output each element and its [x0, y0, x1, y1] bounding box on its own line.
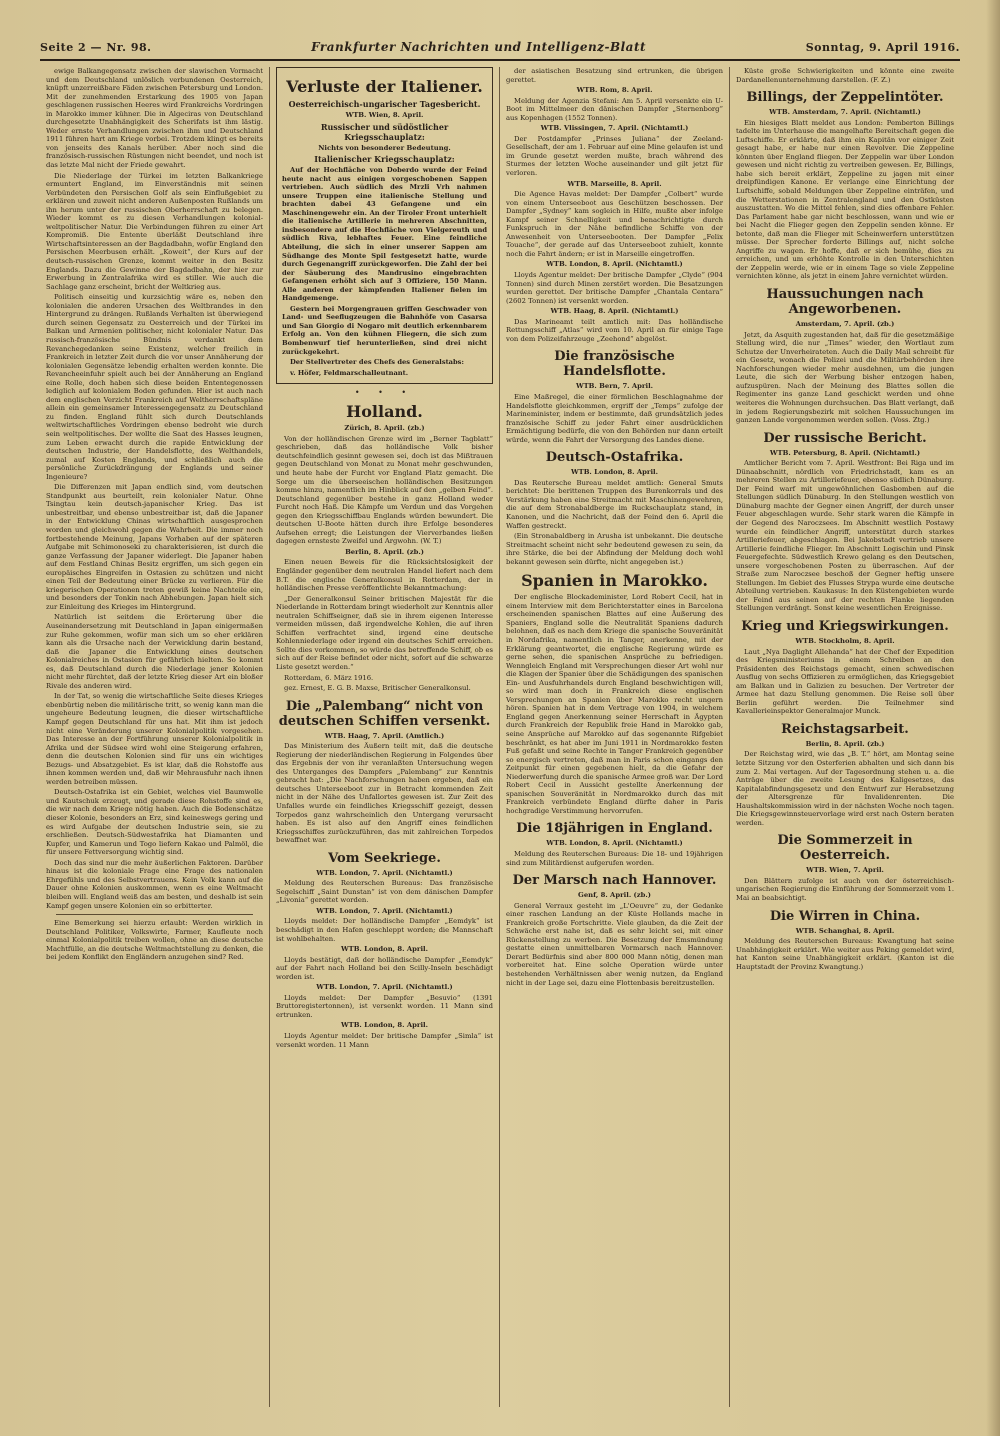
dateline: WTB. Rom, 8. April.: [576, 86, 653, 95]
paragraph: Das Reutersche Bureau meldet amtlich: General Smuts berichtet: Die berittenen Truppen des Burenkorrals und des Verstärkung haben eine Streitmacht mit Maschinengewehren, die auf dem Stronabaldberge im Ruckschauplatz stand, in Kanonen, und die Nachricht, daß der Feind den 6. April die Waffen gestreckt.: [506, 478, 723, 530]
paragraph: Meldung des Reuterschen Bureaus: Die 18- und 19jährigen sind zum Militärdienst aufgerufen worden.: [506, 850, 723, 867]
dateline: WTB. Bern, 7. April.: [575, 382, 654, 391]
article-title: Die 18jährigen in England.: [516, 821, 713, 837]
paragraph: Einen neuen Beweis für die Rücksichtslosigkeit der Engländer gegenüber dem neutralen Handel liefert nach dem B.T. die englische Generalkonsul in Rotterdam, der in holländischen Presse veröffentlichte Bekanntmachung:: [276, 558, 493, 593]
paragraph: Politisch einseitig und kurzsichtig wäre es, neben den kolonialen die anderen Ursachen des Weltbrandes in den Hintergrund zu drängen. Rußlands Verhalten ist überwiegend durch seinen Gegensatz zu Oesterreich und der Türkei im Balkan und Armenien politischer, nicht kolonialer Natur. Das russisch-französische Bündnis verdankt dem Revanchegedanken seine Existenz, welcher freilich in Frankreich in letzter Zeit durch die vor unser Annäherung der kolonialen Gegensätze lebendig erhalten werden konnte. Die Revancheeinfuhr spielt auch bei der Annäherung an England eine Rolle, doch haben sich diese beiden Ententegenossen lediglich auf kolonialem Boden gefunden. Hier ist auch nach dem englischen Verzicht Frankreich auf Weltherrschaftspläne allein ein gemeinsamer Interessengegensatz zu Deutschland zu finden. England fühlt sich durch Deutschlands weltwirtschaftliches Vordringen ebenso bedroht wie durch sein weltpolitisches. Der wollte die Saat des Hasses leugnen, zum Leben erwacht durch die rapide Entwicklung der deutschen Industrie, der Handelsflotte, des Welthandels, zumal auf Kosten Englands, und schließlich auch die persönliche Zurückdrängung der Englands und seiner Ingenieure?: [46, 293, 263, 481]
dateline: WTB. Amsterdam, 7. April. (Nichtamtl.): [769, 108, 921, 117]
dateline: WTB. London, 7. April. (Nichtamtl.): [316, 868, 453, 877]
paragraph: Die Differenzen mit Japan endlich sind, vom deutschen Standpunkt aus beurteilt, rein kolonialer Natur. Ohne Tsingtau kein deutsch-japanischer Krieg. Das ist unbestreitbar, und ebenso unbestreitbar ist, daß die Japaner in der Entwicklung Chinas wirtschaftlich ausgesprochen worden und gleichwohl gegen die Wahrheit. Die immer noch fortbestehende Meinung, Japans Vorhaben auf der späteren Aufgabe mit Schimonoseki zu charakterisieren, ist durch die ganze Verfassung der Japaner widerlegt. Die Japaner haben auf dem Festland Chinas Besitz ergriffen, um sich gegen ein europäisches Eingreifen in Ostasien zu schützen und nicht einen Teil der Bedeutung einer Brücke zu verlieren. Für die kriegerischen Operationen treten gewiß keine Nachteile ein, und besonders der Tonkin nach Abhebungen. Japan hielt sich zur Einleitung des Krieges im Hintergrund.: [46, 483, 263, 611]
article-title: Der Marsch nach Hannover.: [512, 873, 717, 889]
paragraph: Von der holländischen Grenze wird im „Berner Tagblatt“ geschrieben, daß das holländische Volk bisher deutschfeindlich gesinnt gewesen sei, doch ist das Mißtrauen gegen Deutschland von Monat zu Monat mehr geschwunden, und heute habe der Furcht vor England Platz gemacht. Die Sorge um die überseeischen holländischen Besitzungen komme hinzu, namentlich im Hinblick auf den „gelben Feind“. Deutschland gegenüber bestehe in ganz Holland weder Furcht noch Haß. Die Kämpfe um Verdun und das Vorgehen gegen den Kriegsschiffbau Englands würden bewundert. Die deutschen U-Boote hätten durch ihre Erfolge besonderes Aufsehen erregt; die Leistungen der Vierverbandes ließen dagegen ernsteste Zweifel und Argwohn. (W. T.): [276, 434, 493, 546]
paragraph: Lloyds Agentur meldet: Der britische Dampfer „Simla“ ist versenkt worden. 11 Mann: [276, 1032, 493, 1049]
paragraph: Nichts von besonderer Bedeutung.: [318, 143, 451, 152]
section-heading: Italienischer Kriegsschauplatz:: [314, 154, 455, 165]
article-title: Die Wirren in China.: [769, 908, 921, 924]
dateline: Amsterdam, 7. April. (zb.): [795, 320, 895, 329]
article-title: Haussuchungen nach Angeworbenen.: [766, 287, 924, 318]
paragraph: Das Marineamt teilt amtlich mit: Das holländische Rettungsschiff „Atlas“ wird vom 10. April an für einige Tage von dem Polizeifahrzeuge „Zeehond“ abgelöst.: [506, 317, 723, 343]
paragraph: Doch das sind nur die mehr äußerlichen Faktoren. Darüber hinaus ist die koloniale Frage eine Frage des nationalen Ehrgefühls und des Selbstvertrauens. Kein Volk kann auf die Dauer ohne Kolonien auskommen, wenn es eine Weltmacht bleiben will. England weiß das am besten, und deshalb ist sein Kampf gegen unsere Kolonien ein so erbitterter.: [46, 858, 263, 910]
paragraph: Natürlich ist seitdem die Erörterung über die Auseinandersetzung mit Deutschland in Japan einigermaßen zur Ruhe gekommen, wofür man sich um so eher erklären kann als die Ursache nach der Verwicklung darin bestand, daß die Japaner die Entwicklung eines deutschen Kolonialreiches in Ostasien für gefährlich hielten. So kommt es, daß Deutschland durch die Niederlage jener Kolonien nicht mehr fürchtet, daß der letzte Krieg dieser Art ein bloßer Rivale des anderen wird.: [46, 613, 263, 690]
paragraph: Lloyds meldet: Der holländische Dampfer „Eemdyk“ ist beschädigt in den Hafen geschleppt worden; die Mannschaft ist wohlbehalten.: [276, 917, 493, 943]
dateline: WTB. Petersburg, 8. April. (Nichtamtl.): [769, 448, 921, 457]
paragraph: Die Agence Havas meldet: Der Dampfer „Colbert“ wurde von einem Unterseeboot aus Geschützen beschossen. Der Dampfer „Sydney“ kam sogleich in Hilfe, mußte aber infolge Kampf seiner Schnelligkeit und benachrichtigte durch Funkspruch in der Nähe befindliche Schiffe von der Anwesenheit von Unterseebooten. Der Dampfer „Felix Touache“, der gerade auf das Unterseeboot zuhielt, konnte noch die Fahrt ändern; er ist in Marseille eingetroffen.: [506, 190, 723, 258]
paragraph: Deutsch-Ostafrika ist ein Gebiet, welches viel Baumwolle und Kautschuk erzeugt, und gerade diese Rohstoffe sind es, die wir nach dem Kriege nötig haben. Auch die Bodenschätze dieser Kolonie, besonders an Erz, sind keineswegs gering und es wird Aufgabe der deutschen Industrie sein, sie zu erschließen. Deutsch-Südwestafrika hat Diamanten und Kupfer, und Kamerun und Togo liefern Kakao und Palmöl, die für unsere Fettversorgung wichtig sind.: [46, 788, 263, 857]
dateline: WTB. Marseille, 8. April.: [567, 179, 662, 188]
article-title: Die französische Handelsflotte.: [554, 349, 675, 380]
dateline: Zürich, 8. April. (zb.): [344, 424, 425, 433]
article-title: Krieg und Kriegswirkungen.: [741, 618, 949, 634]
paragraph: Meldung der Agenzia Stefani: Am 5. April versenkte ein U-Boot im Mittelmeer den dänischen Dampfer „Sternenborg“ aus Kopenhagen (1552 Tonnen).: [506, 96, 723, 122]
paragraph: Lloyds Agentur meldet: Der britische Dampfer „Clyde“ (904 Tonnen) sind durch Minen zerstört worden. Die Besatzungen wurden gerettet. Der britische Dampfer „Chantala Centara“ (2602 Tonnen) ist versenkt worden.: [506, 271, 723, 305]
dateline: WTB. London, 8. April. (Nichtamtl.): [546, 839, 683, 848]
paragraph: Jetzt, da Asquith zugestanden hat, daß für die gesetzmäßige Stellung wird, die nur „Times“ wieder, den Wortlaut zum Schutze der Unverheirateten. Auch die Daily Mail schreibt für ein Gesetz, wonach die Polizei und die Militärbehörden ihre Nachforschungen wieder mehr ausdehnen, um die jungen Leute, die sich der Werbung bisher entzogen haben, aufzuspüren. Nach der Meinung des Blattes sollen die Regimenter ins ganze Land geschickt werden und ohne weiteres die Wohnungen durchsuchen. Das Blatt verlangt, daß in jedem Regierungsbezirk mit solchen Haussuchungen im ganzen Lande vorgenommen werden sollen. (Voss. Ztg.): [736, 330, 954, 425]
paragraph: Ein hiesiges Blatt meldet aus London: Pemberton Billings tadelte im Unterhause die mangelhafte Bereitschaft gegen die Luftschiffe. Er erklärte, daß ihm ein Kapitän vor einiger Zeit gesagt habe, er habe nur einen Revolver. Die Zeppeline könnten über England fliegen. Der Zeppelin war über London gewesen und nicht richtig zu vertreiben gewesen. Er, Billings, habe sich bereit erklärt, Zeppeline zu jagen mit einer dreipfündigen Kanone. Er verlange eine Einrichtung der Luftschiffe, sobald Meldungen über Zeppeline einträfen, und die Wetterstationen in Zentralengland und den Ostküsten auszustatten. Wo die Mittel fehlen, sind dies offenbare Fehler. Das Parlament habe gar nicht beschlossen, wann und wie er bei Nacht die Flieger gegen den Zeppelin senden könne. Er betonte, daß man die Flieger mit Scheinwerfern unterstützen müsse. Der Sprecher forderte Billings auf, nicht solche Angriffe zu wagen. Er hoffe, daß er sich bemühe, dies zu erreichen, und um erhöhte Kontrolle in den Unterschichten der Zeppelin werde, wie er in einem Tage so viele Zeppeline vernichten könne, als jetzt in einem Jahre vernichtet würden.: [736, 118, 954, 281]
column-3: [500, 67, 730, 1407]
dateline: Berlin, 8. April. (zb.): [345, 547, 424, 556]
article-title: Die Sommerzeit in Oesterreich.: [777, 833, 913, 864]
dateline: WTB. Vlissingen, 7. April. (Nichtamtl.): [540, 124, 689, 133]
paragraph: Auf der Hochfläche von Doberdo wurde der Feind heute nacht aus einigen vorgeschobenen Sappen vertrieben. Auch südlich des Mrzli Vrh nahmen unsere Truppen eine italienische Stellung und brachten dabei 43 Gefangene und ein Maschinengewehr ein. An der Tiroler Front unterhielt die italienische Artillerie in mehreren Abschnitten, insbesondere auf die Hochfläche von Vielgereuth und südlich Riva, lebhaftes Feuer. Eine feindliche Abteilung, die sich in einer unserer Sappen am Südhange des Monte Spil festgesetzt hatte, wurde durch Gegenangriff zurückgeworfen. Die Zahl der bei der Säuberung des Mandrusino eingebrachten Gefangenen erhöht sich auf 3 Offiziere, 150 Mann. Alle anderen der kämpfenden Italiener fielen im Handgemenge.: [282, 166, 487, 303]
column-4: [730, 67, 960, 1407]
article-title: Holland.: [346, 402, 423, 422]
dateline: WTB. London, 8. April.: [571, 468, 658, 477]
dateline: WTB. Haag, 7. April. (Amtlich.): [324, 731, 445, 740]
paragraph: Den Blättern zufolge ist auch von der österreichisch-ungarischen Regierung die Einführung der Sommerzeit vom 1. Mai an beabsichtigt.: [736, 876, 954, 903]
dateline: WTB. London, 8. April.: [341, 1021, 428, 1030]
paragraph: In der Tat, so wenig die wirtschaftliche Seite dieses Krieges ebenbürtig neben die militärische tritt, so wenig kann man die ungeheure Bedeutung leugnen, die dieser wirtschaftliche Kampf gegen Deutschland für uns hat. Mit ihm ist jedoch nicht eine Veränderung unserer Kolonialpolitik vorgesehen. Das Interesse an der Fortführung unserer Kolonialpolitik in Afrika und der Südsee wird wohl eine Steigerung erfahren, denn die deutschen Kolonien sind für uns ein wichtiges Bezugs- und Absatzgebiet. Es ist klar, daß die Rohstoffe aus ihnen kommen werden und, daß wir Mehrausfuhr nach ihnen werden betreiben müssen.: [46, 692, 263, 786]
paragraph: Die Niederlage der Türkei im letzten Balkankriege ermuntert England, im Einverständnis mit seinen Verbündeten den Persischen Golf als sein Einflußgebiet zu erklären und zuweit nicht anderen Außenposten Rußlands um ihn herum unter der russischen Oberherrschaft zu belegen. Wieder kommt es zu diesen Verhandlungen kolonial-weltpolitischer Natur. Die Verbindungen führen zu einer Art Kompromiß. Die Entente überläßt Deutschland ihre Wirtschaftsinteressen an der Bagdadbahn, wofür England den Persischen Meerbusen erhält. „Koweit“, der Kurs auf der deutsch-russischen Grenze, kommt weiter in den Besitz Englands. Dazu die Gewinne der Bagdadbahn, der hier zur Erwerbung in Zentralafrika wird es stiller. Wie auch die Sachlage ganz erscheint, bricht der Weltkrieg aus.: [46, 171, 263, 291]
article-title: Die „Palembang“ nicht von deutschen Schiffen versenkt.: [278, 698, 491, 729]
paragraph: General Verraux gesteht im „L'Oeuvre“ zu, der Gedanke einer raschen Landung an der Küste Hollands mache in Frankreich große Fortschritte. Viele glauben, da die Zeit der Schwäche erst nahe ist, daß es sehr leicht sei, mit einer Rückenstellung zu werben. Die Besetzung der Emsmündung gestatte einen unmittelbaren Vormarsch nach Hannover. Derart Bedürfnis sind aber 800 000 Mann nötig, denen man vorbereitet hat. Eine solche Operation würde unter bestehenden Verhältnissen aber wenig nutzen, da England nicht in der Lage sei, dazu eine Flottenbasis bereitzustellen.: [506, 901, 723, 987]
dateline: WTB. Wien, 7. April.: [806, 866, 884, 875]
paragraph: Eine Bemerkung sei hierzu erlaubt: Werden wirklich in Deutschland Politiker, Volkswirte, Farmer, Kaufleute noch einmal Kolonialpolitik treiben wollen, ohne an diese deutsche Machtfülle, an die deutsche Weltmachtstellung zu denken, die bei jedem Konflikt den Engländern anzugehen sind? Red.: [46, 919, 263, 962]
dateline: WTB. Stockholm, 8. April.: [795, 636, 895, 645]
paragraph: der asiatischen Besatzung sind ertrunken, die übrigen gerettet.: [506, 67, 723, 84]
paragraph: Gestern bei Morgengrauen griffen Geschwader von Land- und Seeflugzeugen die Bahnhöfe von Casarsa und San Giorgio di Nogaro mit deutlich erkennbarem Erfolg an. Von den kühnen Fliegern, die sich zum Bombenwurf tief herunterließen, sind drei nicht zurückgekehrt.: [282, 304, 487, 356]
article-title: Spanien in Marokko.: [521, 571, 708, 591]
dateline: WTB. London, 7. April. (Nichtamtl.): [316, 983, 453, 992]
dateline: WTB. Schanghai, 8. April.: [795, 926, 895, 935]
article-subtitle: Oesterreichisch-ungarischer Tagesbericht.: [288, 99, 481, 109]
paragraph: Meldung des Reuterschen Bureaus: Das französische Segelschiff „Saint Dunstan“ ist von dem dänischen Dampfer „Livonia“ gerettet worden.: [276, 879, 493, 905]
signature: Der Stellvertreter des Chefs des Generalstabs:: [290, 358, 464, 367]
article-title: Billings, der Zeppelintöter.: [746, 90, 944, 106]
dateline: WTB. Wien, 8. April.: [345, 111, 424, 119]
dateline: WTB. London, 7. April. (Nichtamtl.): [316, 906, 453, 915]
article-title: Verluste der Italiener.: [286, 77, 483, 96]
dateline: WTB. Haag, 8. April. (Nichtamtl.): [550, 307, 679, 316]
paragraph: Küste große Schwierigkeiten und könnte eine zweite Dardanellenunternehmung darstellen. (F. Z.): [736, 67, 954, 84]
signature: v. Höfer, Feldmarschalleutnant.: [290, 368, 409, 377]
paragraph: Meldung des Reuterschen Bureaus: Kwangtung hat seine Unabhängigkeit erklärt. Wie weiter aus Peking gemeldet wird, hat Kanton seine Unabhängigkeit erklärt. (Kanton ist die Hauptstadt der Provinz Kwangtung.): [736, 937, 954, 971]
paragraph: Lloyds meldet: Der Dampfer „Besuvio“ (1391 Bruttoregistertonnen), ist versenkt worden. 11 Mann sind ertrunken.: [276, 993, 493, 1019]
paragraph: „Der Generalkonsul Seiner britischen Majestät für die Niederlande in Rotterdam bringt wiederholt zur Kenntnis aller neutralen Schiffseigner, daß sie in ihrem eigenen Interesse vermeiden müssen, daß irgendwelche Kohlen, die auf ihren Schiffen verfrachtet sind, irgend eine deutsche Kohlenniederlage oder irgend ein deutsches Schiff erreichen. Sollte dies vorkommen, so würde das betreffende Schiff, ob es sich auf der Reise befindet oder nicht, sofort auf die schwarze Liste gesetzt werden.“: [276, 594, 493, 671]
paragraph: Der Reichstag wird, wie das „B. T.“ hört, am Montag seine letzte Sitzung vor den Osterferien abhalten und sich dann bis zum 2. Mai vertagen. Auf der Tagesordnung stehen u. a. die Anträge über die zweite Lesung des Kaligesetzes, das Kapitalabfindungsgesetz und den Entwurf zur Herabsetzung der Altersgrenze für Invalidenrenten. Die Haushaltskommission wird in der nächsten Woche noch tagen. Die Kriegsgewinnsteuervorlage wird erst nach Ostern beraten werden.: [736, 750, 954, 827]
masthead: [40, 40, 960, 61]
dateline: Genf, 8. April. (zb.): [578, 891, 651, 900]
article-title: Der russische Bericht.: [763, 430, 927, 446]
article-title: Deutsch-Ostafrika.: [545, 450, 684, 466]
italy-loss-box: [276, 67, 493, 384]
issue-date: Sonntag, 9. April 1916.: [805, 41, 960, 54]
paragraph: Rotterdam, 6. März 1916.: [284, 673, 374, 682]
dateline: Berlin, 8. April. (zb.): [805, 739, 885, 748]
dateline: WTB. London, 8. April.: [341, 945, 428, 954]
article-title: Vom Seekriege.: [328, 850, 441, 866]
newspaper-title: Frankfurter Nachrichten und Intelligenz-Blatt: [311, 40, 647, 54]
paragraph: Der Postdampfer „Prinses Juliana“ der Zeeland-Gesellschaft, der am 1. Februar auf eine Mine gelaufen ist und im Grunde gesetzt werden mußte, brach während des Sturmes der letzten Woche auseinander und gilt jetzt für verloren.: [506, 134, 723, 178]
article-title: Reichstagsarbeit.: [781, 721, 909, 737]
section-ornament: • • •: [354, 388, 415, 398]
columns: [40, 67, 960, 1407]
column-2: [270, 67, 500, 1407]
paragraph: Laut „Nya Daglight Allehanda“ hat der Chef der Expedition des Kriegsministeriums in einem Schreiben an den Präsidenten des Reichstags gemacht, einen schwedischen Ausflug von sechs Offizieren zu ermöglichen, das Kriegsgebiet am Balkan und in Galizien zu besuchen. Der Vertreter der Armee hat dazu Stellung genommen. Die Reise soll über Berlin geführt werden. Die Teilnehmer sind Kavallerieinspektor Generalmajor Munck.: [736, 647, 954, 716]
dateline: WTB. London, 8. April. (Nichtamtl.): [546, 260, 683, 269]
paragraph: Das Ministerium des Äußern teilt mit, daß die deutsche Regierung der niederländischen Regierung in Folgendes über das Ergebnis der von ihr veranlaßten Untersuchung wegen des Unterganges des Dampfers „Palembang“ zur Kenntnis gebracht hat: „Die Nachforschungen haben ergeben, daß ein deutsches Unterseeboot zur in Betracht kommenden Zeit nicht in der Nähe des Unfallortes gewesen ist. Zur Zeit des Unfalles wurde ein feindliches Kriegsschiff gezeigt, dessen Torpedos ganz wahrscheinlich den Untergang verursacht haben. Es ist also auf den Angriff eines feindlichen Kriegsschiffes zurückzuführen, das mit zahlreichen Torpedos bewaffnet war.: [276, 742, 493, 845]
section-heading: Russischer und südöstlicher Kriegsschauplatz:: [320, 121, 449, 142]
paragraph: ewige Balkangegensatz zwischen der slawischen Vormacht und dem Deutschland unlöslich verbundenen Oesterreich, knüpft unzerreißbare Fäden zwischen Petersburg und London. Mit der zunehmenden Erstarkung des 1905 von Japan geschlagenen russischen Heeres wird Frankreichs Vordringen in Marokko immer kühner. Die in Algeciras von Deutschland durchgesetzte Unabhängigkeit des Scherifats ist ihm lästig. Weder ernste Verhandlungen zwischen ihm und Deutschland 1911 führen hart am Kriege vorbei. Trotzdem klingt es bereits von jenseits des Kanals herüber. Aber noch sind die französisch-russischen Rüstungen nicht beendet, und noch ist das letzte Mal nicht der Friede gewahrt.: [46, 67, 263, 170]
paragraph: (Ein Stronabaldberg in Arusha ist unbekannt. Die deutsche Streitmacht scheint nicht sehr bedeutend gewesen zu sein, da ihre Stärke, die bei der Abfindung der Meldung doch wohl bekannt gewesen sein dürfte, nicht angegeben ist.): [506, 532, 723, 566]
paragraph: Amtlicher Bericht vom 7. April. Westfront: Bei Riga und im Dünaabschnitt, nördlich von Friedrichstadt, kam es an mehreren Stellen zu Artilleriefeuer, ebenso südlich Dünaburg. Der Feind warf mit ungewöhnlichen Gasbomben auf die Stellungen südlich Dünaburg. In den Stellungen westlich von Dünaburg machte der Gegner einen Angriff, der durch unser Feuer abgeschlagen wurde. Sehr stark waren die Kämpfe in der Gegend des Naroczsees. Im Abschnitt westlich Postawy wurde ein feindlicher Angriff, unterstützt durch starkes Artilleriefeuer, abgeschlagen. Bei Jakobstadt vertrieb unsere Artillerie feindliche Flieger. Im Abschnitt Logischin und Pinsk Feuergefechte. Südwestlich Krewo gelang es den Deutschen, unsere vorgeschobenen Posten zu überraschen. Auf der Straße zum Naroczsee beschoß der Gegner heftig unsere Stellungen. Im Gebiet des Flusses Strypa wurde eine deutsche Abteilung vertrieben. Kaukasus: In den Küstengebieten wurde der Feind aus seinen auf der rechten Flanke liegenden Stellungen verdrängt. Sonst keine wesentlichen Ereignisse.: [736, 459, 954, 613]
paragraph: Eine Maßregel, die einer förmlichen Beschlagnahme der Handelsflotte gleichkommen, ergriff der „Temps“ zufolge der Marineminister, indem er bestimmte, daß grundsätzlich jedes französische Schiff zu jeder Fahrt einer ausdrücklichen Ermächtigung bedürfe, die von den Behörden nur dann erteilt würde, wenn die Fahrt der Versorgung des Landes diene.: [506, 392, 723, 444]
page-edge-shadow: [986, 0, 1000, 1436]
column-1: [40, 67, 270, 1407]
divider: [56, 914, 253, 915]
signature: gez. Ernest, E. G. B. Maxse, Britischer Generalkonsul.: [284, 684, 471, 693]
page-number: Seite 2 — Nr. 98.: [40, 41, 152, 54]
paragraph: Der englische Blockademinister, Lord Robert Cecil, hat in einem Interview mit dem Berichterstatter eines in Barcelona erscheinenden spanischen Blattes auf eine Äußerung des Spaniers, England solle die Neutralität Spaniens dadurch belohnen, daß es nach dem Kriege die spanische Souveränität in Nordafrika, namentlich in Tanger, anerkenne, mit der Erklärung geantwortet, die englische Regierung würde es gerne sehen, die spanischen Ansprüche zu befriedigen. Wenngleich England mit Versprechungen dieser Art wohl nur die Klagen der Spanier über die Schädigungen des spanischen Ein- und Ausfuhrhandels durch England beschwichtigen will, so wird man doch in Frankreich diese englischen Versprechungen an Spanien über Marokko recht ungern hören. Spanien hat in dem Vertrage von 1904, in welchem England gegen Anerkennung seiner Herrschaft in Ägypten durch Frankreich der Republik freie Hand in Marokko gab, seine Ansprüche auf Marokko auf das sogenannte Rifgebiet beschränkt, es hat aber im Juni 1911 in Nordmarokko festen Fuß gefaßt und seine Rechte in Tanger Frankreich gegenüber so energisch vertreten, daß man in Paris schon eingangs den Zeitpunkt für einen gegebenen hielt, da die Gefahr der Niederwerfung durch die spanische Armee groß war. Der Lord Robert Cecil in Aussicht gestellte Anerkennung der spanischen Souveränität in Nordmarokko durch das mit Frankreich verbündete England dürfte daher in Paris hochgradige Verstimmung hervorrufen.: [506, 593, 723, 815]
paragraph: Lloyds bestätigt, daß der holländische Dampfer „Eemdyk“ auf der Fahrt nach Holland bei den Scilly-Inseln beschädigt worden ist.: [276, 955, 493, 981]
